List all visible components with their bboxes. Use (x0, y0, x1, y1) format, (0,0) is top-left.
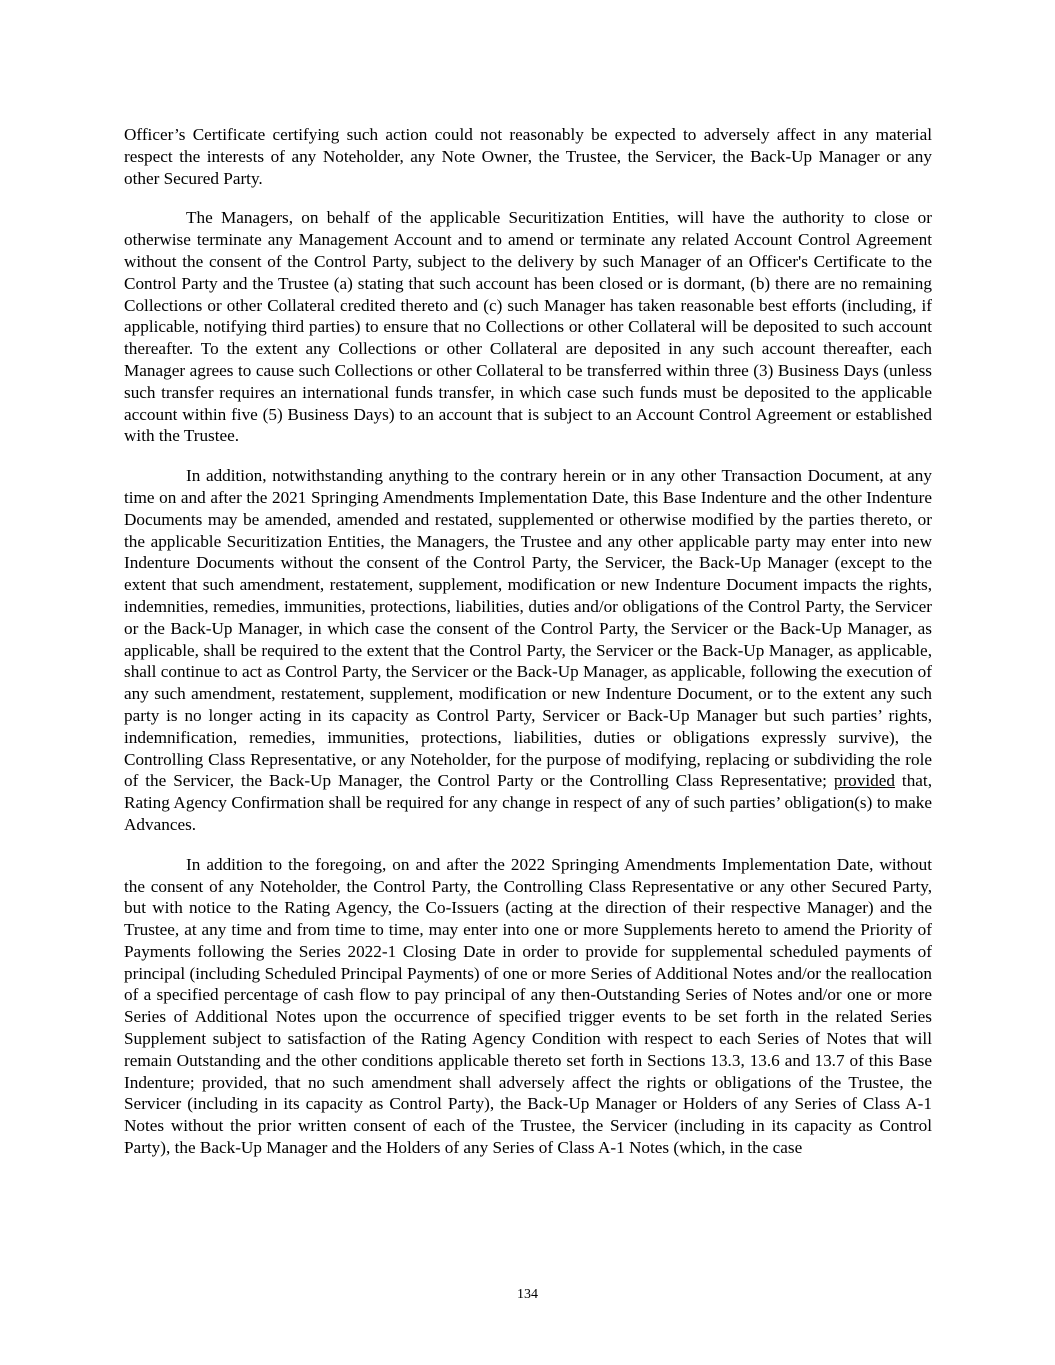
document-page (124, 124, 932, 1177)
provided-underlined-term: provided (833, 771, 895, 791)
paragraph-2021-springing-amendments (124, 465, 932, 836)
page-number: 134 (517, 1287, 538, 1302)
paragraph-text-after: that, Rating Agency Confirmation shall be required for any change in respect of any of such parties’ obligation(s) to make Advances. (124, 771, 932, 834)
paragraph-2022-springing-amendments: In addition to the foregoing, on and after the 2022 Springing Amendments Implementation Date, without the consent of any Noteholder, the Control Party, the Controlling Class Representative or any other Secured Party, but with notice to the Rating Agency, the Co-Issuers (acting at the direction of their respective Manager) and the Trustee, at any time and from time to time, may enter into one or more Supplements hereto to amend the Priority of Payments following the Series 2022-1 Closing Date in order to provide for supplemental scheduled payments of principal (including Scheduled Principal Payments) of one or more Series of Additional Notes and/or the reallocation of a specified percentage of cash flow to pay principal of any then-Outstanding Series of Notes and/or one or more Series of Additional Notes upon the occurrence of specified trigger events to be set forth in the related Series Supplement subject to satisfaction of the Rating Agency Condition with respect to each Series of Notes that will remain Outstanding and the other conditions applicable thereto set forth in Sections 13.3, 13.6 and 13.7 of this Base Indenture; provided, that no such amendment shall adversely affect the rights or obligations of the Trustee, the Servicer (including in its capacity as Control Party), the Back-Up Manager or Holders of any Series of Class A-1 Notes without the prior written consent of each of the Trustee, the Servicer (including in its capacity as Control Party), the Back-Up Manager and the Holders of any Series of Class A-1 Notes (which, in the case (124, 854, 932, 1158)
paragraph-text-before: In addition, notwithstanding anything to the contrary herein or in any other Transaction Document, at any time on and after the 2021 Springing Amendments Implementation Date, this Base Indenture and the other Indenture Documents may be amended, amended and restated, supplemented or otherwise modified by the parties thereto, or the applicable Securitization Entities, the Managers, the Trustee and any other applicable party may enter into new Indenture Documents without the consent of the Control Party, the Servicer, the Back-Up Manager (except to the extent that such amendment, restatement, supplement, modification or new Indenture Document impacts the rights, indemnities, remedies, immunities, protections, liabilities, duties and/or obligations of the Control Party, the Servicer or the Back-Up Manager, in which case the consent of the Control Party, the Servicer or the Back-Up Manager, as applicable, shall be required to the extent that the Control Party, the Servicer or the Back-Up Manager, as applicable, shall continue to act as Control Party, the Servicer or the Back-Up Manager, as applicable, following the execution of any such amendment, restatement, supplement, modification or new Indenture Document, or to the extent any such party is no longer acting in its capacity as Control Party, Servicer or Back-Up Manager but such parties’ rights, indemnification, remedies, immunities, protections, liabilities, duties or obligations expressly survive), the Controlling Class Representative, or any Noteholder, for the purpose of modifying, replacing or subdividing the role of the Servicer, the Back-Up Manager, the Control Party or the Controlling Class Representative; (124, 466, 932, 791)
paragraph-management-accounts: The Managers, on behalf of the applicable Securitization Entities, will have the authority to close or otherwise terminate any Management Account and to amend or terminate any related Account Control Agreement without the consent of the Control Party, subject to the delivery by such Manager of an Officer's Certificate to the Control Party and the Trustee (a) stating that such account has been closed or is dormant, (b) there are no remaining Collections or other Collateral credited thereto and (c) such Manager has taken reasonable best efforts (including, if applicable, notifying third parties) to ensure that no Collections or other Collateral will be deposited to such account thereafter. To the extent any Collections or other Collateral are deposited in any such account thereafter, each Manager agrees to cause such Collections or other Collateral to be transferred within three (3) Business Days (unless such transfer requires an international funds transfer, in which case such funds must be deposited to the applicable account within five (5) Business Days) to an account that is subject to an Account Control Agreement or established with the Trustee. (124, 208, 932, 446)
paragraph-continuation: Officer’s Certificate certifying such action could not reasonably be expected to adversely affect in any material respect the interests of any Noteholder, any Note Owner, the Trustee, the Servicer, the Back-Up Manager or any other Secured Party. (124, 125, 932, 188)
